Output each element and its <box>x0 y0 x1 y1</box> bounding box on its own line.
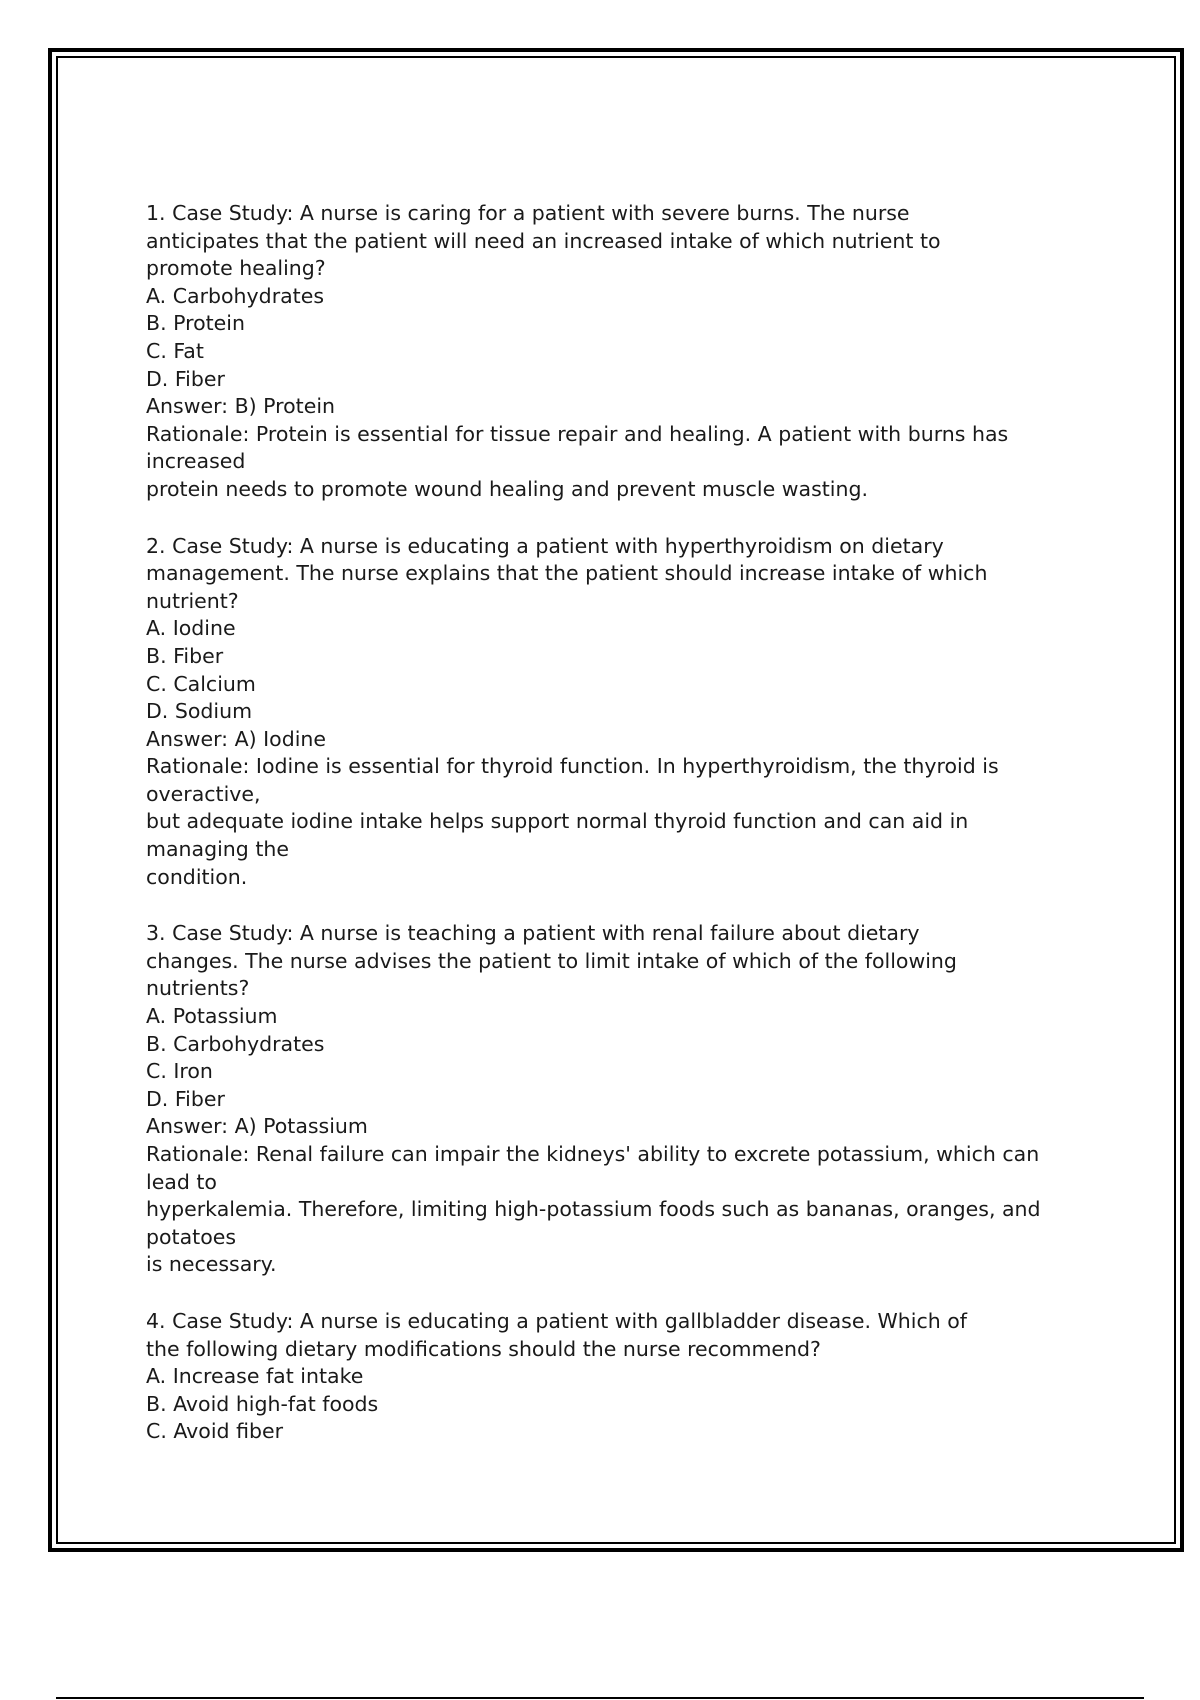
answer-key: Answer: B) Protein <box>146 394 336 419</box>
footer-divider <box>56 1697 1144 1699</box>
question-stem-line: 4. Case Study: A nurse is educating a patient with gallbladder disease. Which of <box>146 1308 968 1333</box>
question-stem-line: 1. Case Study: A nurse is caring for a patient with severe burns. The nurse <box>146 201 910 225</box>
answer-option: B. Fiber <box>146 643 224 668</box>
rationale-line: Rationale: Protein is essential for tissue repair and healing. A patient with burns has <box>146 421 1009 446</box>
question-3 <box>146 920 1086 1279</box>
questions-content <box>146 200 1086 1475</box>
answer-option: B. Avoid high-fat foods <box>146 1391 379 1416</box>
answer-key: Answer: A) Iodine <box>146 726 327 751</box>
question-stem-line: the following dietary modifications should the nurse recommend? <box>146 1336 821 1361</box>
question-stem-line: promote healing? <box>146 256 326 281</box>
answer-option: C. Iron <box>146 1059 213 1084</box>
question-stem-line: changes. The nurse advises the patient to limit intake of which of the following <box>146 948 957 973</box>
answer-option: D. Sodium <box>146 699 253 724</box>
rationale-line: lead to <box>146 1169 217 1194</box>
rationale-line: but adequate iodine intake helps support normal thyroid function and can aid in <box>146 809 969 834</box>
rationale-line: increased <box>146 449 246 474</box>
rationale-line: protein needs to promote wound healing and prevent muscle wasting. <box>146 476 869 501</box>
answer-option: D. Fiber <box>146 366 225 391</box>
question-stem-line: nutrient? <box>146 588 239 613</box>
answer-option: A. Increase fat intake <box>146 1364 364 1389</box>
answer-option: C. Avoid fiber <box>146 1419 284 1444</box>
question-stem-line: 3. Case Study: A nurse is teaching a patient with renal failure about dietary <box>146 921 920 946</box>
question-stem-line: 2. Case Study: A nurse is educating a patient with hyperthyroidism on dietary <box>146 533 944 558</box>
question-4 <box>146 1308 1086 1446</box>
answer-option: B. Carbohydrates <box>146 1031 325 1056</box>
answer-key: Answer: A) Potassium <box>146 1114 368 1139</box>
rationale-line: Rationale: Renal failure can impair the kidneys' ability to excrete potassium, which can <box>146 1142 1040 1166</box>
answer-option: C. Calcium <box>146 671 256 696</box>
answer-option: C. Fat <box>146 338 204 363</box>
rationale-line: potatoes <box>146 1224 237 1249</box>
question-stem-line: management. The nurse explains that the patient should increase intake of which <box>146 561 988 586</box>
rationale-line: condition. <box>146 864 248 889</box>
answer-option: A. Potassium <box>146 1004 278 1029</box>
rationale-line: Rationale: Iodine is essential for thyroid function. In hyperthyroidism, the thyroid is <box>146 754 999 779</box>
answer-option: A. Iodine <box>146 616 236 641</box>
rationale-line: overactive, <box>146 781 261 806</box>
question-stem-line: anticipates that the patient will need an increased intake of which nutrient to <box>146 228 941 253</box>
rationale-line: hyperkalemia. Therefore, limiting high-potassium foods such as bananas, oranges, and <box>146 1197 1041 1222</box>
rationale-line: is necessary. <box>146 1252 277 1277</box>
question-stem-line: nutrients? <box>146 976 250 1001</box>
answer-option: B. Protein <box>146 311 245 336</box>
answer-option: A. Carbohydrates <box>146 283 325 308</box>
answer-option: D. Fiber <box>146 1086 225 1111</box>
question-1 <box>146 200 1086 504</box>
rationale-line: managing the <box>146 837 289 862</box>
question-2 <box>146 533 1086 892</box>
